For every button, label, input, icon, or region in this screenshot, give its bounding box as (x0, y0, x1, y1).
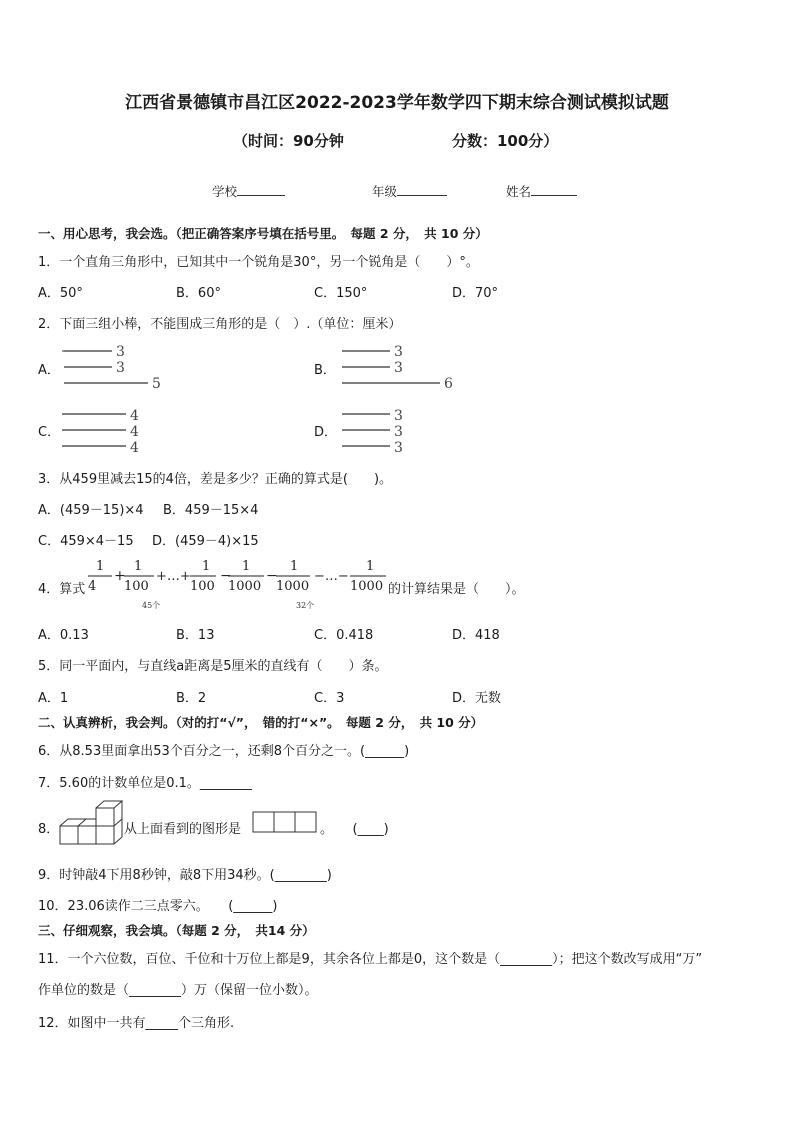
q4-option-c: C．0.418 (314, 628, 374, 643)
q2-a-len-2: 3 (116, 360, 125, 376)
q4-frac5-num: 1 (290, 559, 299, 574)
q8-text: 从上面看到的图形是 (124, 822, 242, 837)
q2-c-len-3: 4 (130, 440, 139, 455)
q4-frac3-den: 100 (190, 579, 215, 594)
svg-text:+: + (114, 568, 126, 584)
q4-frac2-den: 100 (124, 579, 149, 594)
q2-a-len-1: 3 (116, 344, 125, 360)
question-1: 1．一个直角三角形中，已知其中一个锐角是30°，另一个锐角是（ ）°。 (38, 255, 479, 270)
q2-sticks-a (60, 342, 170, 392)
q2-b-len-2: 3 (394, 360, 403, 376)
q1-option-d: D．70° (452, 286, 499, 301)
q2-a-len-3: 5 (152, 376, 161, 392)
exam-score: 分数：100分） (452, 132, 559, 150)
grade-field (372, 182, 447, 200)
question-2: 2．下面三组小棒，不能围成三角形的是（ ）.（单位：厘米） (38, 317, 402, 332)
question-9: 9．时钟敲4下用8秒钟，敲8下用34秒。(________) (38, 868, 332, 883)
section-1-heading: 一、用心思考，我会选。（把正确答案序号填在括号里。 每题 2 分， 共 10 分） (38, 226, 488, 241)
q1-option-b: B．60° (176, 286, 221, 301)
q2-b-len-1: 3 (394, 344, 403, 360)
q5-option-b: B．2 (176, 691, 207, 706)
q4-frac3-num: 1 (202, 559, 211, 574)
exam-time: （时间：90分钟 (233, 132, 344, 150)
q2-option-b-label: B． (314, 363, 336, 378)
q1-option-a: A．50° (38, 286, 83, 301)
q4-option-b: B．13 (176, 628, 215, 643)
q2-d-len-3: 3 (394, 440, 403, 455)
q3-option-a: A．(459－15)×4 (38, 503, 144, 518)
svg-text:−…−: −…− (314, 569, 349, 584)
question-12: 12．如图中一共有_____个三角形. (38, 1016, 235, 1031)
q2-option-d-label: D． (314, 425, 338, 440)
q2-sticks-b (338, 342, 458, 392)
q4-frac6-num: 1 (366, 559, 375, 574)
q8-cube-figure (58, 800, 124, 848)
question-11-line-2: 作单位的数是（________）万（保留一位小数）。 (38, 983, 318, 998)
q2-c-len-1: 4 (130, 408, 139, 424)
q2-d-len-1: 3 (394, 408, 403, 424)
q3-option-c: C．459×4－15 (38, 534, 134, 549)
q3-option-b: B．459－15×4 (163, 503, 259, 518)
q5-option-c: C．3 (314, 691, 345, 706)
name-label: 姓名 (506, 184, 532, 199)
q8-top-view-figure (252, 810, 318, 834)
question-6: 6．从8.53里面拿出53个百分之一，还剩8个百分之一。(______) (38, 744, 410, 759)
q2-b-len-3: 6 (444, 376, 453, 392)
q4-prefix: 4．算式 (38, 582, 86, 597)
q4-group2-count: 32个 (296, 601, 315, 610)
question-11-line-1: 11．一个六位数，百位、千位和十万位上都是9，其余各位上都是0，这个数是（________）；把这个数改写成用“万” (38, 952, 703, 967)
q2-option-a-label: A． (38, 363, 60, 378)
q2-d-len-2: 3 (394, 424, 403, 440)
svg-text:−: − (266, 568, 278, 584)
q4-expression (84, 554, 394, 614)
q4-suffix: 的计算结果是（ ）。 (388, 582, 525, 597)
q2-option-c-label: C． (38, 425, 61, 440)
section-3-heading: 三、仔细观察，我会填。（每题 2 分， 共14 分） (38, 923, 315, 938)
q3-option-d: D．(459－4)×15 (152, 534, 259, 549)
q4-frac2-num: 1 (134, 559, 143, 574)
question-5: 5．同一平面内，与直线a距离是5厘米的直线有（ ）条。 (38, 659, 388, 674)
q4-frac1-num: 1 (96, 559, 105, 574)
q4-frac4-den: 1000 (228, 579, 262, 594)
section-2-heading: 二、认真辨析，我会判。（对的打“√”， 错的打“×”。 每题 2 分， 共 10 分） (38, 715, 484, 730)
q8-number: 8． (38, 822, 60, 837)
q8-suffix: 。 (____) (320, 822, 389, 837)
q4-option-d: D．418 (452, 628, 500, 643)
question-3: 3．从459里减去15的4倍，差是多少？正确的算式是( )。 (38, 472, 393, 487)
q4-frac6-den: 1000 (350, 579, 384, 594)
q1-option-c: C．150° (314, 286, 368, 301)
q4-frac5-den: 1000 (276, 579, 310, 594)
school-label: 学校 (212, 184, 238, 199)
q4-frac1-den: 4 (88, 579, 97, 594)
svg-text:−: − (220, 568, 232, 584)
grade-label: 年级 (372, 184, 398, 199)
svg-text:+…+: +…+ (156, 569, 191, 584)
q5-option-d: D．无数 (452, 691, 502, 706)
q4-group1-count: 45个 (142, 601, 161, 610)
q2-c-len-2: 4 (130, 424, 139, 440)
question-7: 7．5.60的计数单位是0.1。________ (38, 776, 252, 791)
name-field (506, 182, 577, 200)
q4-frac4-num: 1 (242, 559, 251, 574)
q2-sticks-d (338, 405, 438, 455)
q4-option-a: A．0.13 (38, 628, 89, 643)
school-field (212, 182, 285, 200)
question-10: 10．23.06读作二三点零六。 (______) (38, 899, 278, 914)
page-title: 江西省景德镇市昌江区2022-2023学年数学四下期末综合测试模拟试题 (125, 93, 669, 113)
q5-option-a: A．1 (38, 691, 69, 706)
q2-sticks-c (58, 405, 158, 455)
